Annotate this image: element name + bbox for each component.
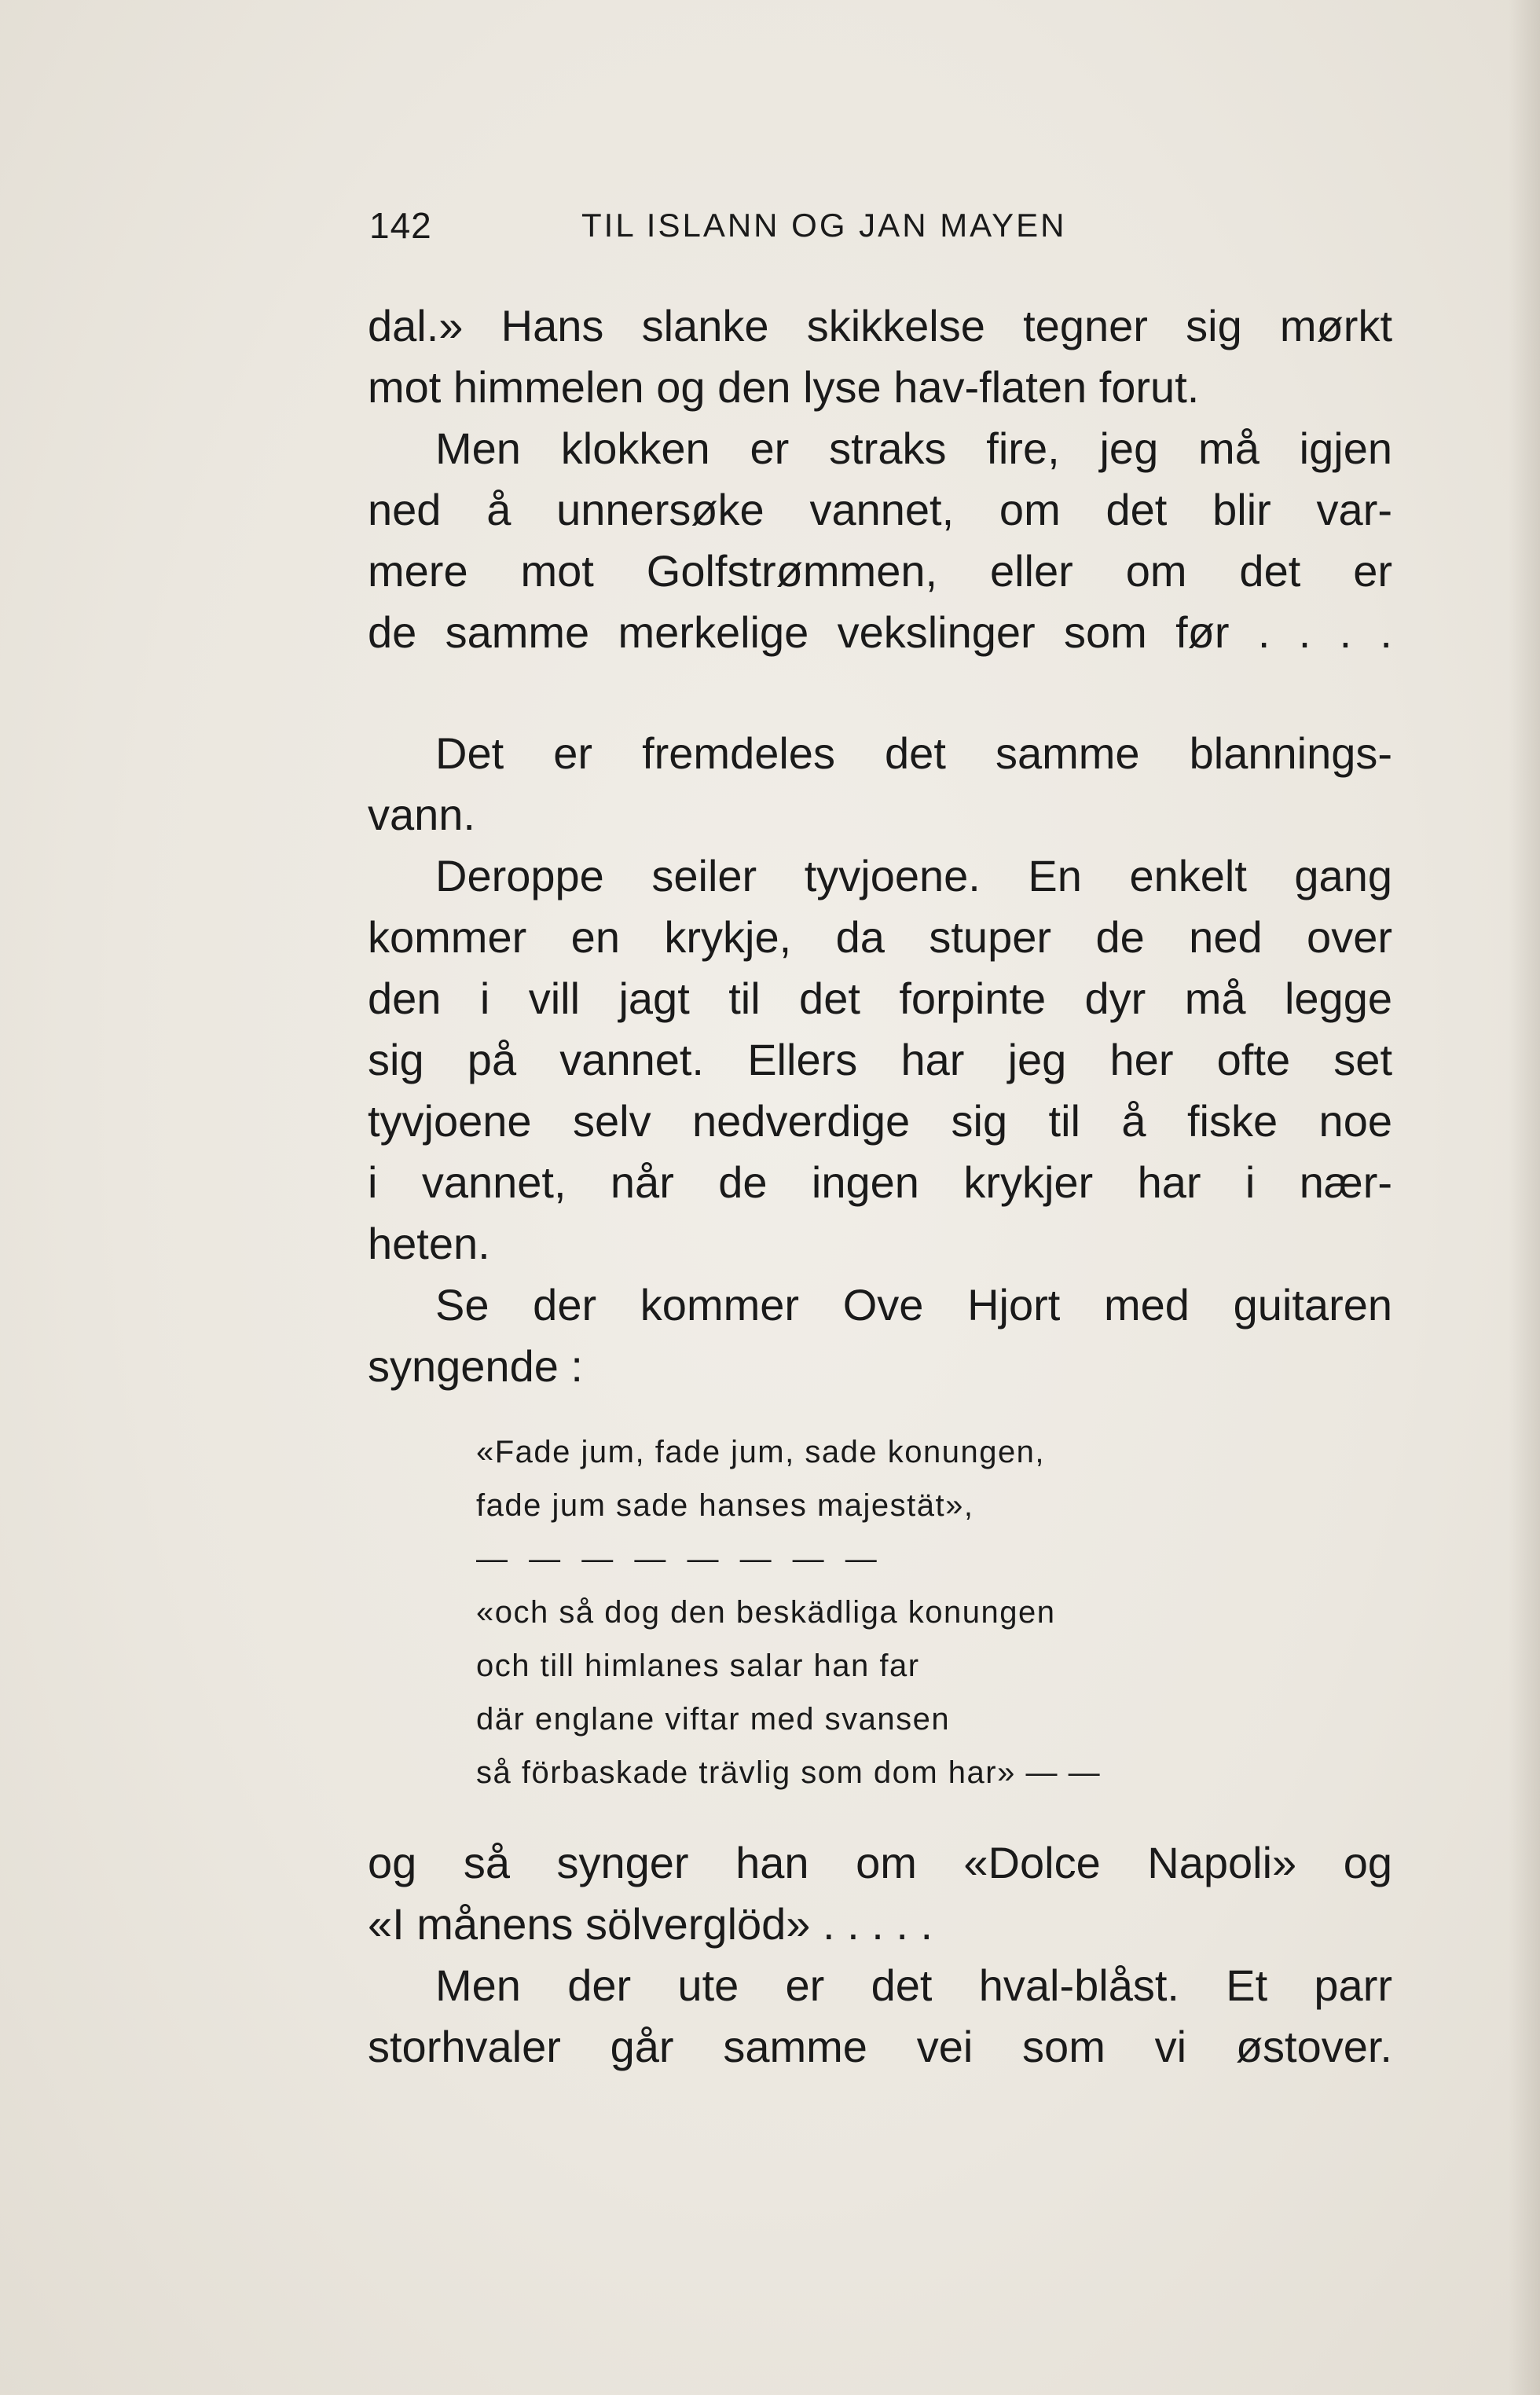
text-line: kommer en krykje, da stuper de ned over — [368, 912, 1392, 962]
running-title: TIL ISLANN OG JAN MAYEN — [581, 207, 1067, 244]
paragraph-2 — [368, 418, 1392, 663]
paragraph-7 — [368, 1955, 1392, 2078]
text-line: Men klokken er straks fire, jeg må igjen — [435, 424, 1392, 473]
paragraph-4 — [368, 845, 1392, 1275]
text-line: syngende : — [368, 1341, 583, 1391]
text-line: Se der kommer Ove Hjort med guitaren — [435, 1280, 1392, 1330]
text-line: Det er fremdeles det samme blannings- — [435, 728, 1392, 778]
text-line: dal.» Hans slanke skikkelse tegner sig mørkt — [368, 301, 1392, 350]
song-line: «Fade jum, fade jum, sade konungen, — [476, 1435, 1046, 1469]
text-line: vann. — [368, 790, 475, 839]
page-edge-shadow — [1509, 0, 1540, 2395]
text-line: heten. — [368, 1219, 490, 1268]
text-line: «I månens sölverglöd» . . . . . — [368, 1899, 933, 1949]
text-line: Deroppe seiler tyvjoene. En enkelt gang — [435, 851, 1392, 900]
page-header — [369, 206, 1179, 245]
song-line: fade jum sade hanses majestät», — [476, 1488, 974, 1523]
text-line: Men der ute er det hval-blåst. Et parr — [435, 1960, 1392, 2010]
text-line: og så synger han om «Dolce Napoli» og — [368, 1838, 1392, 1887]
text-line: den i vill jagt til det forpinte dyr må legge — [368, 974, 1392, 1023]
page-number: 142 — [369, 205, 432, 246]
paragraph-5 — [368, 1275, 1392, 1397]
text-line: mot himmelen og den lyse hav-flaten forut. — [368, 362, 1200, 412]
song-line: «och så dog den beskädliga konungen — [476, 1595, 1056, 1630]
text-line: de samme merkelige vekslinger som før . . . . — [368, 607, 1392, 657]
paragraph-1 — [368, 295, 1392, 418]
song-line: där englane viftar med svansen — [476, 1702, 951, 1737]
text-line: ned å unnersøke vannet, om det blir var- — [368, 485, 1392, 534]
paragraph-3 — [368, 723, 1392, 845]
song-quote — [476, 1425, 1230, 1799]
text-line: tyvjoene selv nedverdige sig til å fiske noe — [368, 1096, 1392, 1146]
song-line: och till himlanes salar han far — [476, 1649, 920, 1683]
text-line: mere mot Golfstrømmen, eller om det er — [368, 546, 1392, 596]
text-line: storhvaler går samme vei som vi østover. — [368, 2022, 1392, 2071]
paragraph-6 — [368, 1832, 1392, 1955]
body-text — [368, 295, 1392, 2078]
text-line: i vannet, når de ingen krykjer har i nær- — [368, 1157, 1392, 1207]
song-dash-separator: — — — — — — — — — [476, 1542, 883, 1576]
song-line: så förbaskade trävlig som dom har» — — — [476, 1755, 1102, 1790]
text-line: sig på vannet. Ellers har jeg her ofte set — [368, 1035, 1392, 1084]
